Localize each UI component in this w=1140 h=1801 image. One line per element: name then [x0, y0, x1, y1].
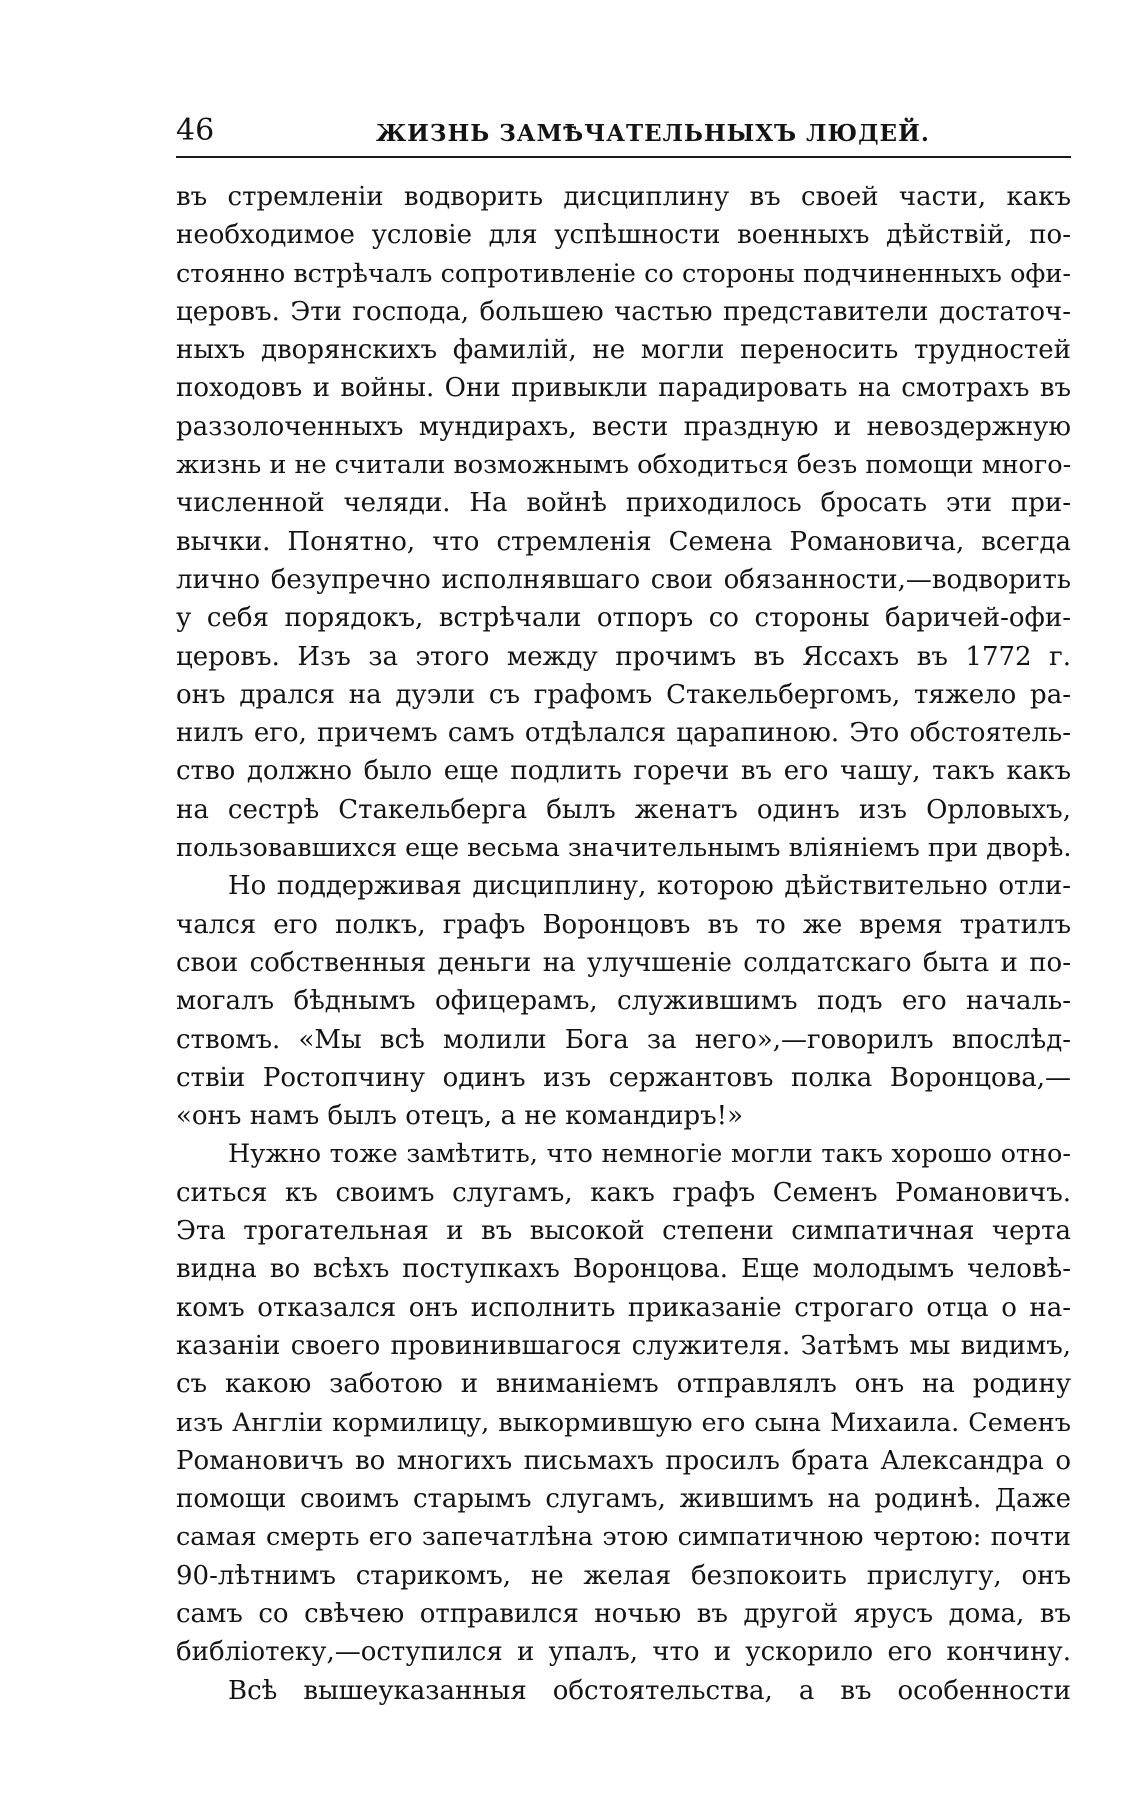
text-line: нилъ его, причемъ самъ отдѣлался царапиною. Это обстоятель- — [176, 718, 1071, 749]
text-line: ство должно было еще подлить горечи въ его чашу, такъ какъ — [176, 756, 1071, 787]
paragraph-end-line: «онъ намъ былъ отецъ, а не командиръ!» — [176, 1101, 744, 1132]
body-text — [176, 178, 1071, 1710]
text-line: библіотеку,—оступился и упалъ, что и ускорило его кончину. — [176, 1637, 1071, 1668]
text-line: чался его полкъ, графъ Воронцовъ въ то же время тратилъ — [176, 909, 1071, 940]
text-line: церовъ. Эти господа, большею частью представители достаточ- — [176, 296, 1071, 327]
page-number: 46 — [176, 113, 215, 148]
text-line: вычки. Понятно, что стремленія Семена Романовича, всегда — [176, 526, 1071, 557]
text-line: видна во всѣхъ поступкахъ Воронцова. Еще молодымъ человѣ- — [176, 1254, 1071, 1285]
text-line: 90-лѣтнимъ старикомъ, не желая безпокоить прислугу, онъ — [176, 1560, 1071, 1591]
text-line: стоянно встрѣчалъ сопротивленіе со стороны подчиненныхъ офи- — [176, 258, 1071, 289]
running-title: ЖИЗНЬ ЗАМѢЧАТЕЛЬНЫХЪ ЛЮДЕЙ. — [376, 120, 930, 147]
page-header — [176, 110, 1071, 158]
text-line: помощи своимъ старымъ слугамъ, жившимъ на родинѣ. Даже — [176, 1484, 1071, 1515]
text-line: казаніи своего провинившагося служителя. Затѣмъ мы видимъ, — [176, 1330, 1071, 1361]
text-line: ныхъ дворянскихъ фамилій, не могли переносить трудностей — [176, 335, 1071, 366]
text-line: изъ Англіи кормилицу, выкормившую его сына Михаила. Семенъ — [176, 1407, 1071, 1438]
text-line: раззолоченныхъ мундирахъ, вести праздную и невоздержную — [176, 411, 1071, 442]
text-line: Романовичъ во многихъ письмахъ просилъ брата Александра о — [176, 1445, 1071, 1476]
text-line: ствіи Ростопчину одинъ изъ сержантовъ полка Воронцова,— — [176, 1062, 1071, 1093]
text-line: на сестрѣ Стакельберга былъ женатъ одинъ изъ Орловыхъ, — [176, 794, 1071, 825]
text-line: могалъ бѣднымъ офицерамъ, служившимъ подъ его началь- — [176, 986, 1071, 1017]
text-line: ствомъ. «Мы всѣ молили Бога за него»,—говорилъ впослѣд- — [176, 1024, 1071, 1055]
text-line: онъ дрался на дуэли съ графомъ Стакельбергомъ, тяжело ра- — [176, 679, 1071, 710]
paragraph-start-line: Нужно тоже замѣтить, что немногіе могли такъ хорошо отно- — [228, 1139, 1071, 1170]
text-line: у себя порядокъ, встрѣчали отпоръ со стороны баричей-офи- — [176, 603, 1071, 634]
paragraph-start-line: Но поддерживая дисциплину, которою дѣйствительно отли- — [228, 871, 1071, 902]
text-line: численной челяди. На войнѣ приходилось бросать эти при- — [176, 488, 1071, 519]
text-line: въ стремленіи водворить дисциплину въ своей части, какъ — [176, 182, 1071, 212]
text-line: комъ отказался онъ исполнить приказаніе строгаго отца о на- — [176, 1292, 1071, 1323]
text-line: жизнь и не считали возможнымъ обходиться безъ помощи много- — [176, 450, 1071, 481]
text-line: самъ со свѣчею отправился ночью въ другой ярусъ дома, въ — [176, 1598, 1071, 1629]
text-line: ситься къ своимъ слугамъ, какъ графъ Семенъ Романовичъ. — [176, 1177, 1071, 1208]
text-line: съ какою заботою и вниманіемъ отправлялъ онъ на родину — [176, 1369, 1071, 1400]
paragraph-start-line: Всѣ вышеуказанныя обстоятельства, а въ особенности — [228, 1675, 1071, 1706]
text-line: необходимое условіе для успѣшности военныхъ дѣйствій, по- — [176, 220, 1071, 251]
text-line: лично безупречно исполнявшаго свои обязанности,—водворить — [176, 564, 1071, 595]
text-line: пользовавшихся еще весьма значительнымъ вліяніемъ при дворѣ. — [176, 833, 1071, 864]
text-line: Эта трогательная и въ высокой степени симпатичная черта — [176, 1216, 1071, 1247]
text-line: свои собственныя деньги на улучшеніе солдатскаго быта и по- — [176, 947, 1071, 978]
text-line: самая смерть его запечатлѣна этою симпатичною чертою: почти — [176, 1522, 1071, 1553]
text-line: церовъ. Изъ за этого между прочимъ въ Яссахъ въ 1772 г. — [176, 641, 1071, 672]
text-line: походовъ и войны. Они привыкли парадировать на смотрахъ въ — [176, 373, 1071, 404]
